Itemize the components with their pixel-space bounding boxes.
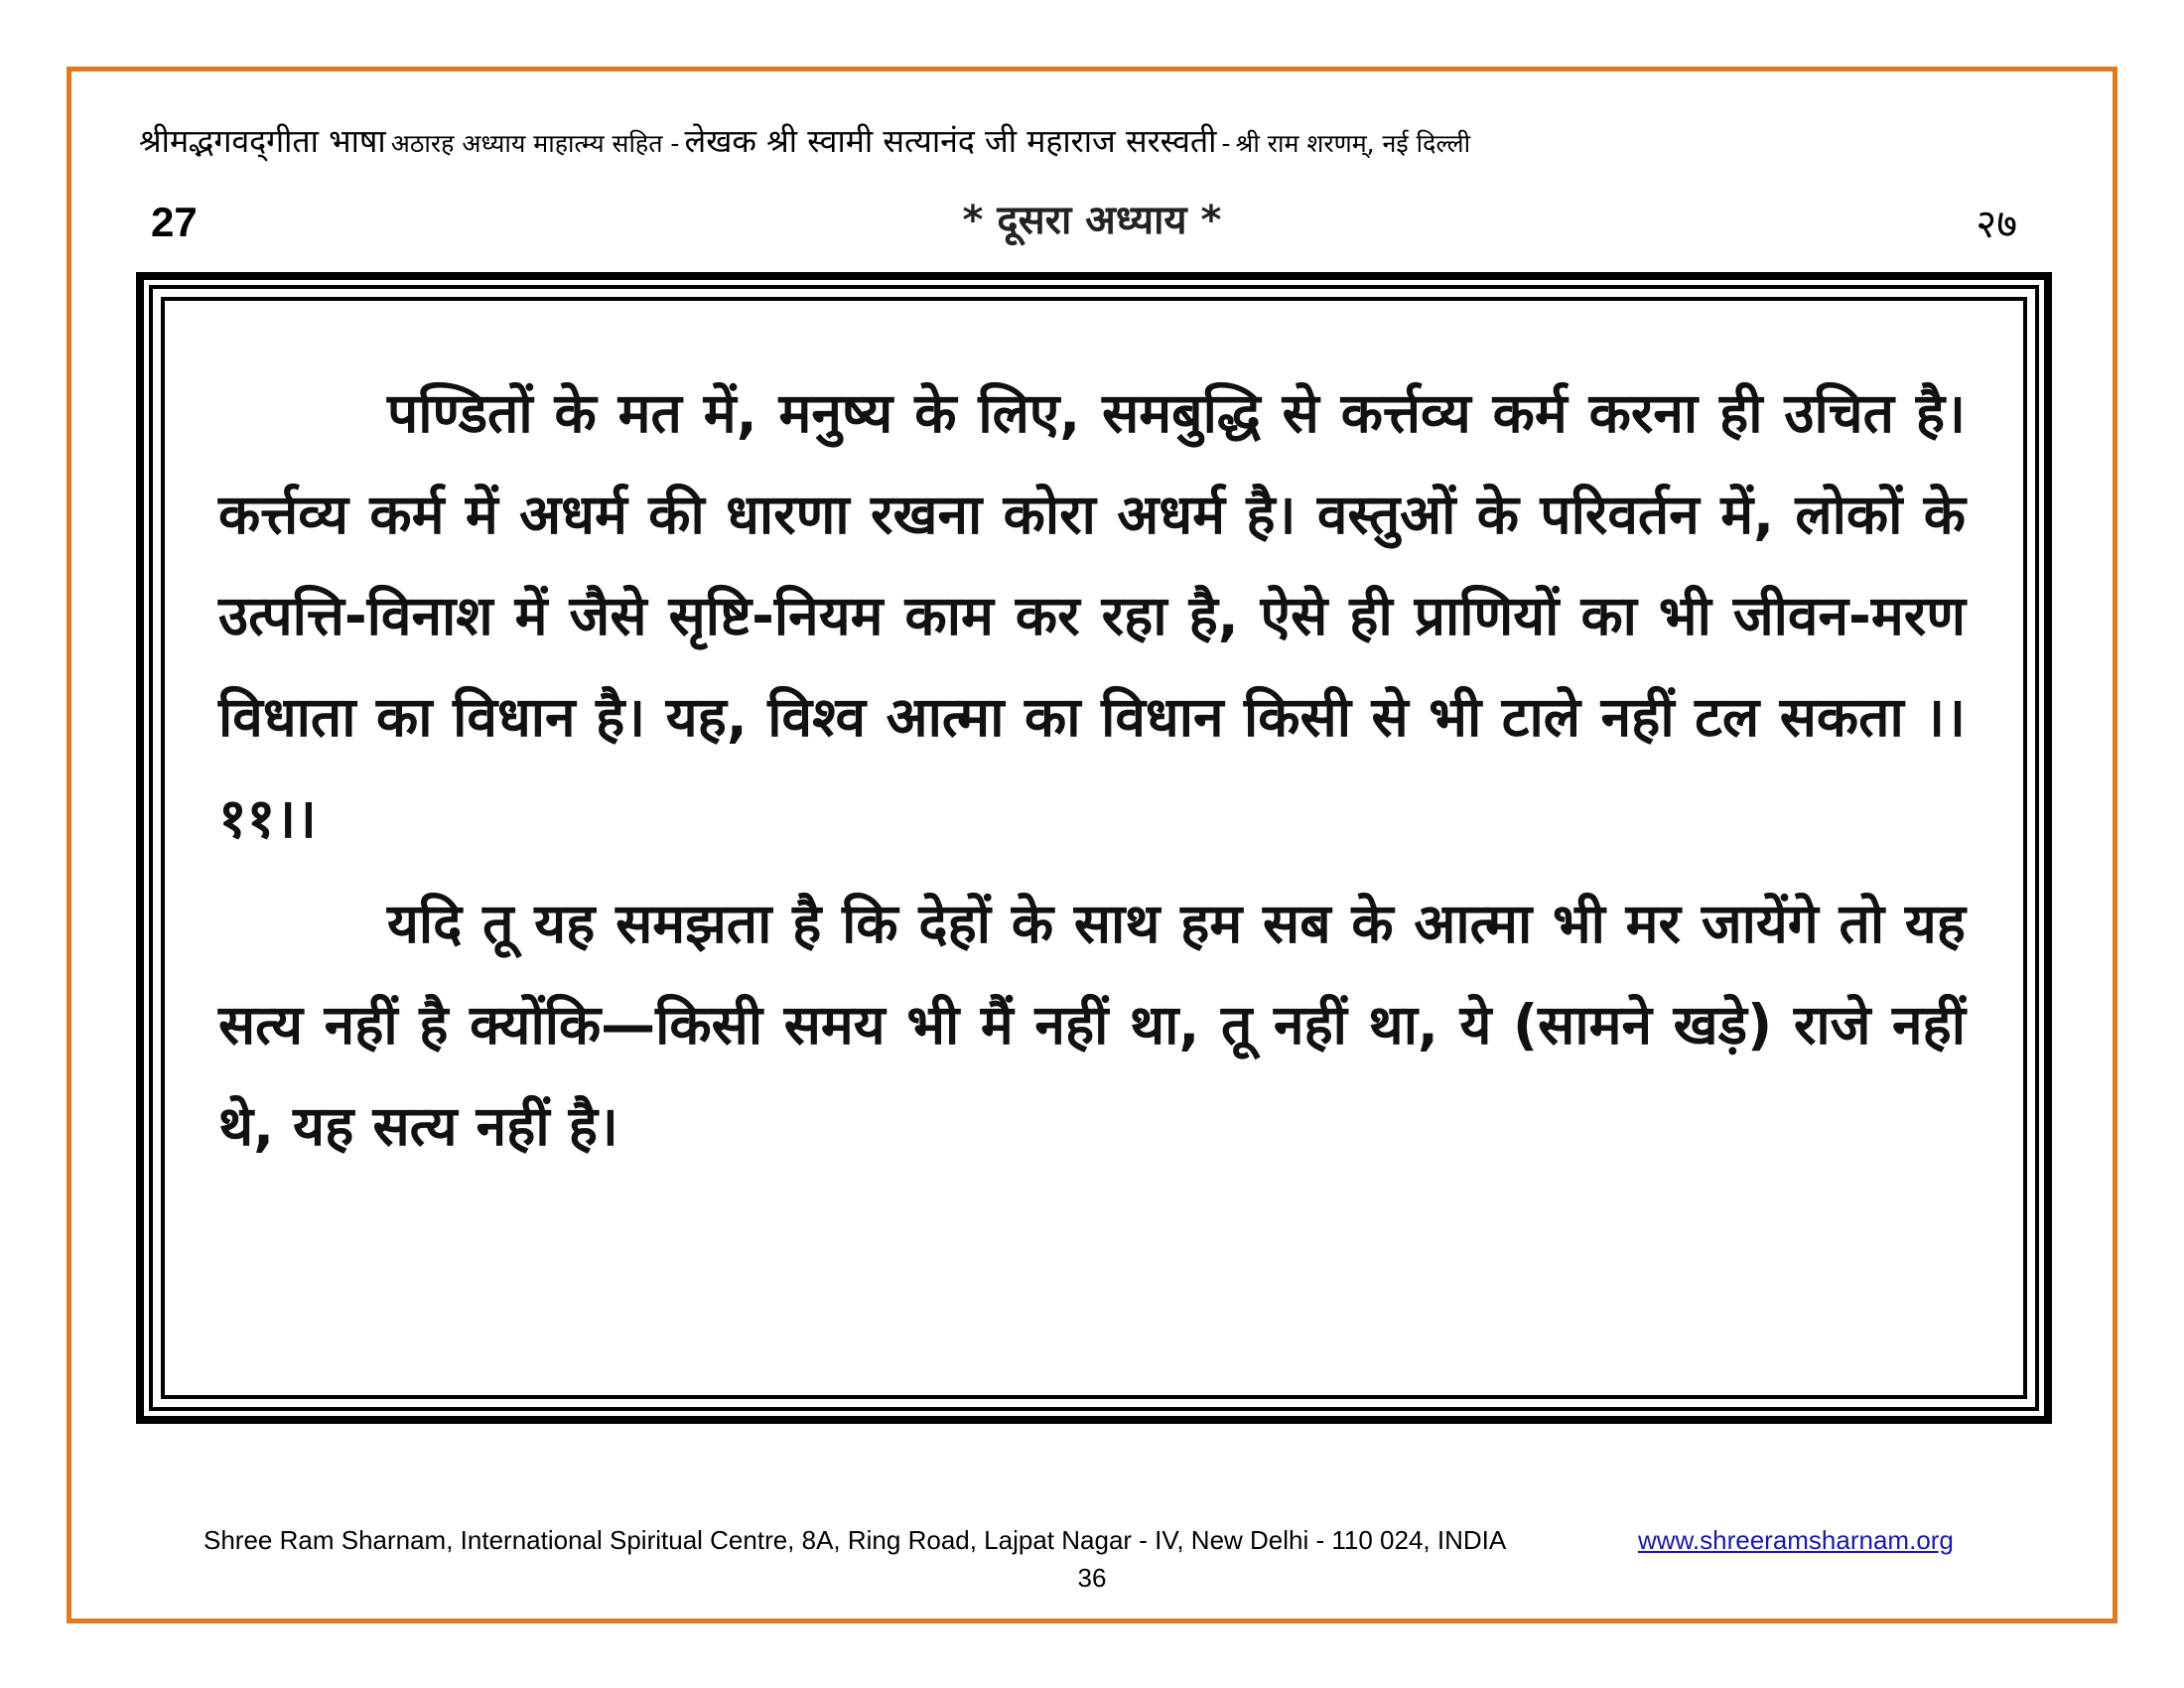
running-header [139,119,2055,162]
page-number-left: 27 [151,199,198,245]
footer-address: Shree Ram Sharnam, International Spiritual Centre, 8A, Ring Road, Lajpat Nagar - IV, New Delhi - 110 024, INDIA [204,1525,1507,1555]
paragraph-verse-12: यदि तू यह समझता है कि देहों के साथ हम सब के आत्मा भी मर जायेंगे तो यह सत्य नहीं है क्योंकि—किसी समय भी मैं नहीं था, तू नहीं था, ये (सामने खड़े) राजे नहीं थे, यह सत्य नहीं है। [218,892,1966,1158]
footer-page-number: 36 [1077,1563,1107,1593]
publisher-place: श्री राम शरणम्, नई दिल्ली [1235,129,1471,158]
website-link[interactable]: www.shreeramsharnam.org [1638,1525,1954,1555]
header-separator: - [1221,129,1231,158]
paragraph-verse-11: पण्डितों के मत में, मनुष्य के लिए, समबुद्धि से कर्त्तव्य कर्म करना ही उचित है। कर्त्तव्य कर्म में अधर्म की धारणा रखना कोरा अधर्म है। वस्तुओं के परिवर्तन में, लोकों के उत्पत्ति-विनाश में जैसे सृष्टि-नियम काम कर रहा है, ऐसे ही प्राणियों का भी जीवन-मरण विधाता का विधान है। यह, विश्व आत्मा का विधान किसी से भी टाले नहीं टल सकता ।।११।। [218,381,1966,850]
verse-content [218,362,1966,1181]
page-number-right: २७ [1976,202,2017,247]
book-subtitle: अठारह अध्याय माहात्म्य सहित - [390,129,680,158]
book-title: श्रीमद्भगवद्‌गीता भाषा [139,122,386,160]
author-line: लेखक श्री स्वामी सत्यानंद जी महाराज सरस्वती [684,122,1217,160]
chapter-heading: * दूसरा अध्याय * [962,198,1222,243]
